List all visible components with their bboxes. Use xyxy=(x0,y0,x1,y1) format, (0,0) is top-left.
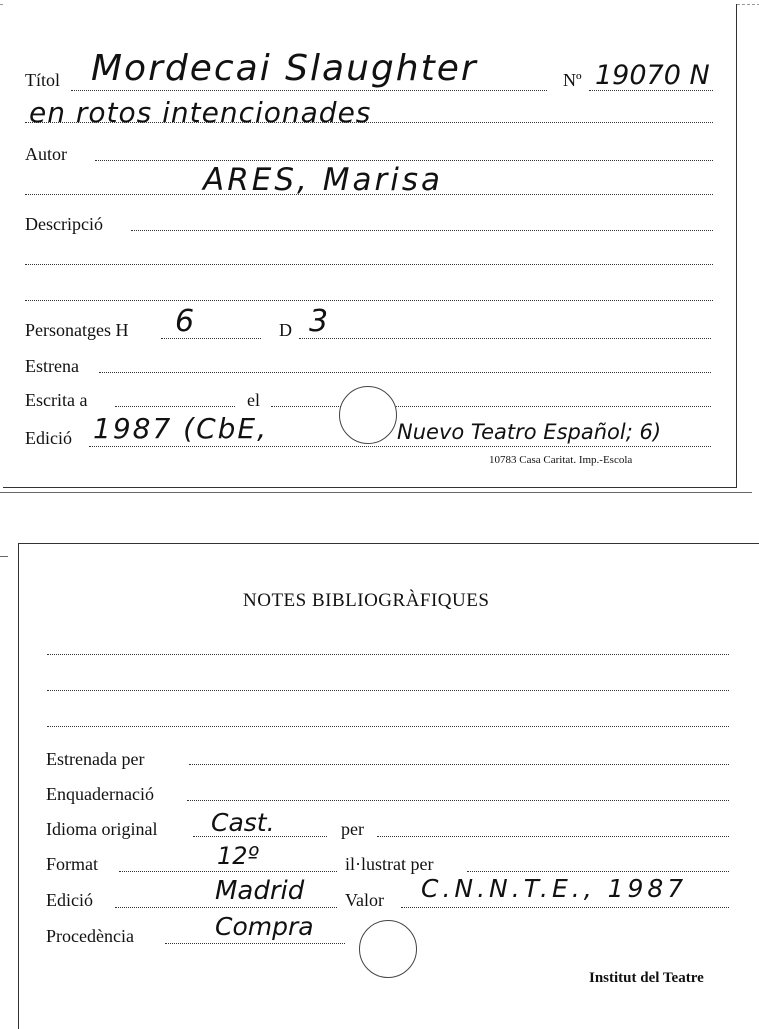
institution-stamp: Institut del Teatre xyxy=(589,970,704,986)
notes-heading: NOTES BIBLIOGRÀFIQUES xyxy=(243,590,490,611)
edicio-line xyxy=(89,446,711,447)
enquadernacio-label: Enquadernació xyxy=(46,784,154,804)
back-edicio-label: Edició xyxy=(46,890,93,910)
numero-label: Nº xyxy=(563,70,582,90)
estrenada-label: Estrenada per xyxy=(46,749,145,769)
descripcio-line-2 xyxy=(25,264,713,265)
format-label: Format xyxy=(46,854,98,874)
descripcio-line xyxy=(131,230,713,231)
format-handwritten: 12º xyxy=(217,842,259,870)
estrena-label: Estrena xyxy=(25,356,79,376)
personatges-d-label: D xyxy=(279,320,292,340)
notes-line-2 xyxy=(47,690,729,691)
card-bottom-edge xyxy=(0,492,752,493)
back-edicio-line xyxy=(115,907,337,908)
personatges-h-label: Personatges H xyxy=(25,320,129,340)
format-line xyxy=(119,871,337,872)
printer-imprint: 10783 Casa Caritat. Imp.-Escola xyxy=(489,454,633,466)
procedencia-label: Procedència xyxy=(46,926,134,946)
idioma-handwritten: Cast. xyxy=(211,808,275,837)
procedencia-handwritten: Compra xyxy=(215,912,314,941)
catalog-card-back xyxy=(18,543,759,1029)
escrita-line xyxy=(115,406,235,407)
titol-line xyxy=(71,90,547,91)
valor-handwritten: C.N.N.T.E., 1987 xyxy=(421,874,688,903)
per-line xyxy=(377,836,729,837)
back-edicio-handwritten: Madrid xyxy=(215,876,305,906)
descripcio-label: Descripció xyxy=(25,214,103,234)
valor-label: Valor xyxy=(345,890,384,910)
titol-handwritten-2: en rotos intencionades xyxy=(29,96,372,129)
edicio-label: Edició xyxy=(25,428,72,448)
estrenada-line xyxy=(189,764,729,765)
edicio-handwritten-2: Nuevo Teatro Español; 6) xyxy=(397,420,662,444)
personatges-d-line xyxy=(299,338,711,339)
personatges-d-value: 3 xyxy=(309,304,329,339)
illustrat-line xyxy=(467,871,729,872)
catalog-card-front xyxy=(3,4,737,488)
edge-mark xyxy=(0,556,8,557)
per-label: per xyxy=(341,819,364,839)
notes-line-3 xyxy=(47,726,729,727)
el-line xyxy=(271,406,711,407)
el-label: el xyxy=(247,390,260,410)
titol-label: Títol xyxy=(25,70,60,90)
personatges-h-value: 6 xyxy=(175,304,195,339)
enquadernacio-line xyxy=(187,800,729,801)
autor-line xyxy=(95,160,713,161)
idioma-label: Idioma original xyxy=(46,819,158,839)
edicio-handwritten: 1987 (CbE, xyxy=(93,412,268,445)
illustrat-label: il·lustrat per xyxy=(345,854,434,874)
titol-handwritten: Mordecai Slaughter xyxy=(91,48,478,89)
valor-line xyxy=(401,907,729,908)
escrita-label: Escrita a xyxy=(25,390,88,410)
autor-label: Autor xyxy=(25,144,67,164)
numero-handwritten: 19070 N xyxy=(595,60,710,91)
procedencia-line xyxy=(165,943,345,944)
punch-hole xyxy=(339,386,397,444)
punch-hole-back xyxy=(359,920,417,978)
notes-line-1 xyxy=(47,654,729,655)
estrena-line xyxy=(99,372,711,373)
descripcio-line-3 xyxy=(25,300,713,301)
autor-handwritten: ARES, Marisa xyxy=(203,162,443,198)
